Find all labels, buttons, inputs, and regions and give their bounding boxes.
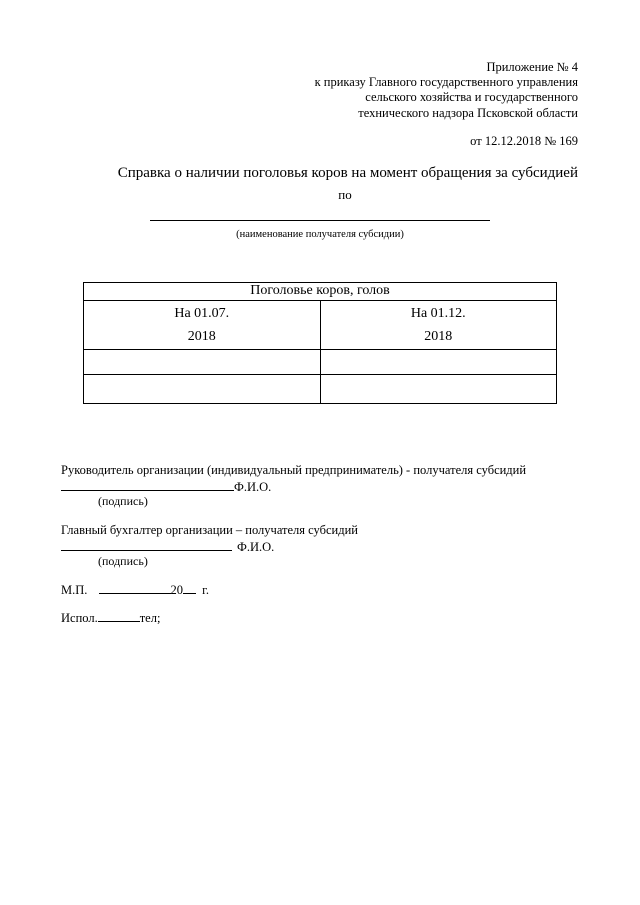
table-dates-row (84, 301, 557, 350)
table-cell-empty[interactable] (320, 375, 557, 404)
date-day-line[interactable] (99, 582, 171, 594)
accountant-signature-row (61, 539, 274, 555)
table-cell-empty[interactable] (84, 350, 321, 375)
accountant-fio: Ф.И.О. (237, 540, 275, 554)
date-december-year: 2018 (424, 329, 453, 344)
table-header-cell: Поголовье коров, голов (84, 283, 557, 301)
executor-label: Испол. (61, 611, 98, 625)
head-signature-line[interactable] (61, 479, 234, 491)
table-row (84, 350, 557, 375)
document-title: Справка о наличии поголовья коров на момент обращения за субсидией (117, 165, 578, 181)
appendix-line-3: технического надзора Псковской области (358, 105, 578, 120)
accountant-sign-caption: (подпись) (98, 554, 148, 568)
appendix-header (315, 60, 578, 149)
stamp-label: М.П. (61, 583, 88, 597)
phone-label: тел; (139, 611, 161, 625)
table-cell-empty[interactable] (84, 375, 321, 404)
year-prefix: 20 (170, 583, 184, 597)
date-july-year: 2018 (187, 329, 216, 344)
date-cell-december (320, 301, 557, 350)
table-cell-empty[interactable] (320, 350, 557, 375)
head-sign-caption: (подпись) (98, 494, 148, 508)
order-reference: от 12.12.2018 № 169 (470, 133, 578, 148)
appendix-line-2: сельского хозяйства и государственного (365, 90, 578, 105)
title-po: по (338, 187, 352, 202)
accountant-signature-line[interactable] (61, 539, 232, 551)
head-label: Руководитель организации (индивидуальный предприниматель) - получателя субсидий (61, 463, 527, 477)
head-fio: Ф.И.О. (234, 480, 272, 494)
executor-row (61, 610, 160, 626)
appendix-number: Приложение № 4 (486, 60, 578, 74)
table-header-row (84, 283, 557, 301)
executor-line[interactable] (98, 610, 140, 622)
appendix-line-1: к приказу Главного государственного управления (314, 75, 578, 90)
livestock-table (83, 282, 557, 404)
date-july-label: На 01.07. (174, 306, 230, 321)
stamp-date-row (61, 582, 209, 598)
table-row (84, 375, 557, 404)
accountant-label: Главный бухгалтер организации – получателя субсидий (61, 523, 358, 537)
year-suffix: г. (202, 583, 209, 597)
date-cell-july (84, 301, 321, 350)
recipient-caption: (наименование получателя субсидии) (236, 229, 404, 240)
year-line[interactable] (183, 582, 196, 594)
date-december-label: На 01.12. (410, 306, 466, 321)
head-signature-row (61, 479, 271, 495)
recipient-name-line[interactable] (150, 220, 490, 221)
